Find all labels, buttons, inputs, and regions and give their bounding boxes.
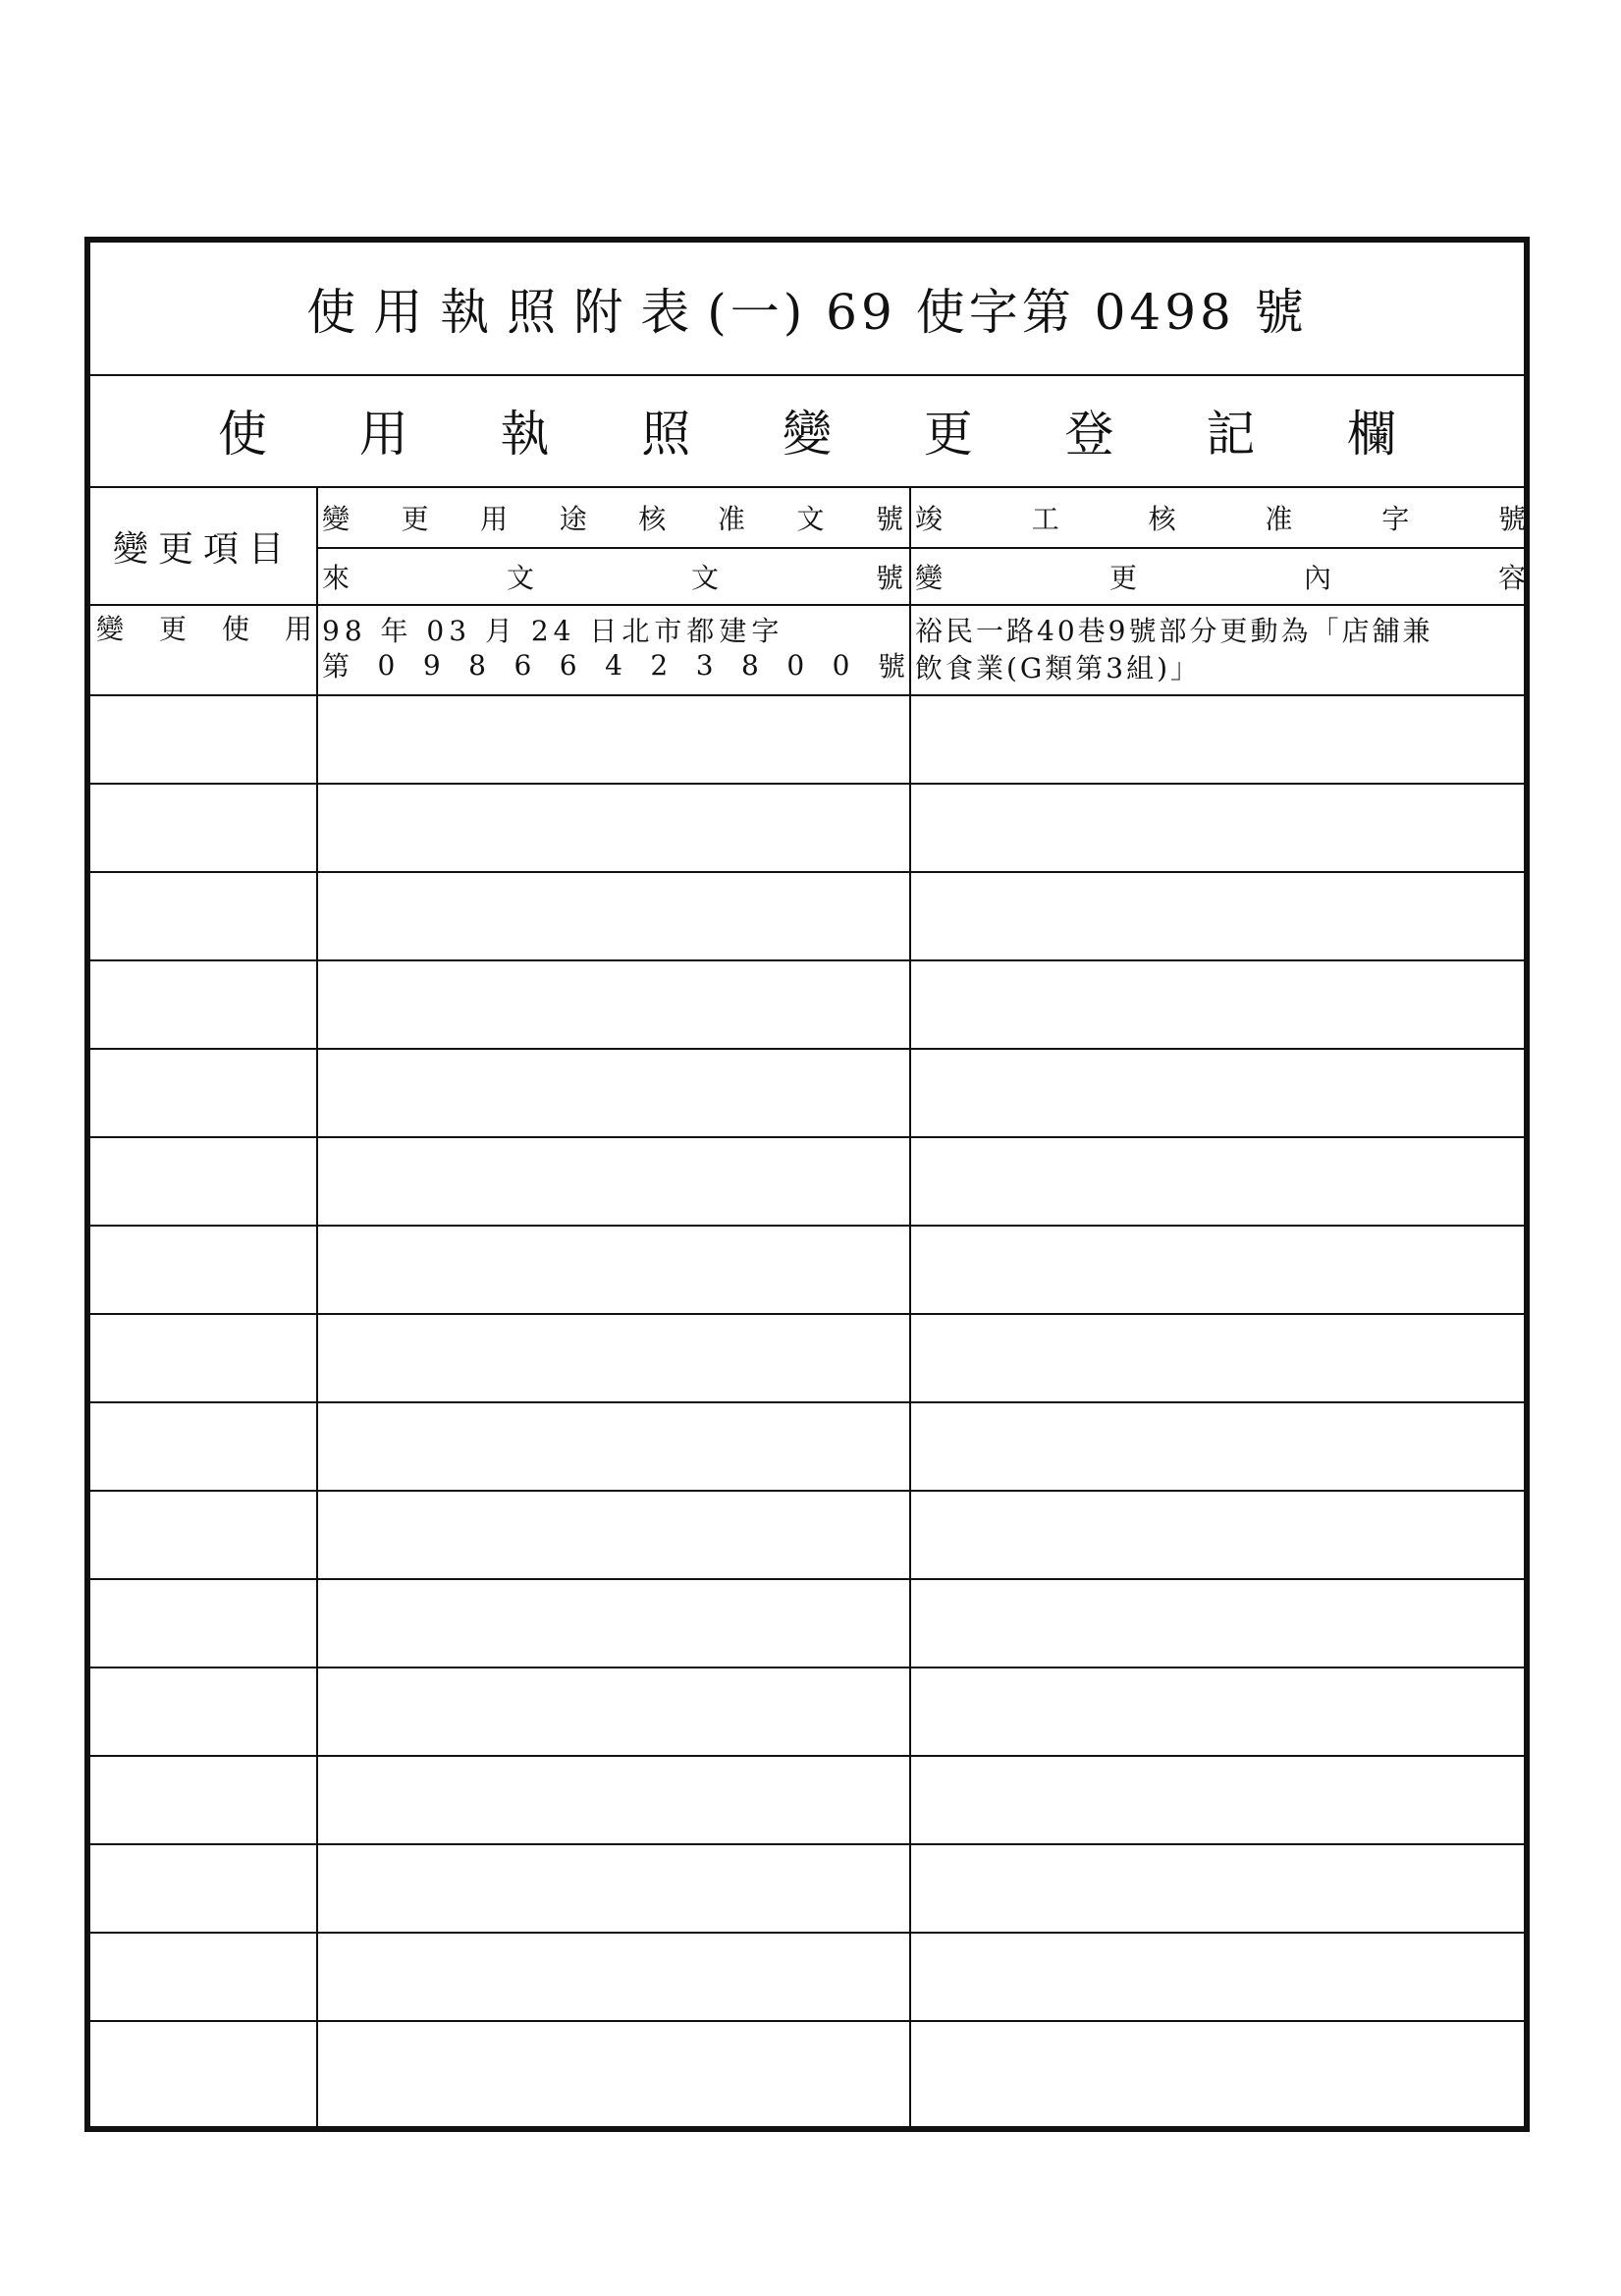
row-divider [90, 1401, 1524, 1403]
header-char: 號 [875, 503, 903, 535]
row-divider [90, 1843, 1524, 1845]
heading-char: 照 [641, 406, 691, 463]
row-divider [90, 2020, 1524, 2022]
entry-content-line1: 裕民一路40巷9號部分更動為「店舖兼 [915, 615, 1433, 647]
heading-char: 欄 [1347, 406, 1396, 463]
entry-char: 4 [605, 648, 622, 682]
column-divider [316, 488, 318, 2126]
heading-char: 用 [358, 406, 408, 463]
header-char: 來 [322, 562, 351, 594]
entry-char: 更 [158, 613, 187, 645]
header-approval-doc-no [322, 488, 903, 547]
entry-char: 8 [468, 648, 486, 682]
row-divider [90, 1136, 1524, 1138]
register-table [90, 488, 1524, 2126]
header-incoming-doc-no [322, 549, 903, 604]
entry-char: 號 [877, 650, 905, 683]
entry-char: 9 [422, 648, 441, 682]
row-divider [90, 1225, 1524, 1227]
row-divider [90, 1755, 1524, 1757]
heading-char: 變 [783, 406, 832, 463]
row-divider [90, 1578, 1524, 1580]
row-divider [90, 871, 1524, 873]
row-divider [90, 1667, 1524, 1668]
row-divider [90, 1048, 1524, 1050]
entry-char: 0 [832, 648, 850, 682]
header-change-content [915, 549, 1526, 604]
heading-char: 更 [923, 406, 973, 463]
header-char: 更 [401, 503, 429, 535]
header-char: 途 [559, 503, 587, 535]
header-char: 核 [638, 503, 667, 535]
header-char: 准 [1265, 503, 1293, 535]
row-divider [90, 1313, 1524, 1315]
entry-char: 0 [377, 648, 396, 682]
entry-char: 2 [650, 648, 669, 682]
entry-char: 用 [284, 613, 312, 645]
header-char: 核 [1148, 503, 1176, 535]
header-char: 變 [322, 503, 351, 535]
header-char: 工 [1031, 503, 1059, 535]
column-divider [909, 488, 911, 2126]
header-char: 文 [506, 562, 534, 594]
header-bottom-divider [90, 604, 1524, 606]
header-char: 用 [480, 503, 509, 535]
header-char: 號 [1497, 503, 1526, 535]
header-char: 竣 [915, 503, 944, 535]
header-char: 更 [1108, 562, 1137, 594]
header-char: 變 [915, 562, 944, 594]
entry-item [96, 608, 312, 647]
header-char: 容 [1497, 562, 1526, 594]
heading-char: 記 [1206, 406, 1256, 463]
row-divider [90, 694, 1524, 696]
heading-char: 執 [500, 406, 550, 463]
entry-char: 6 [513, 648, 532, 682]
form-title-paren: (一) [707, 284, 807, 341]
header-char: 號 [875, 562, 903, 594]
entry-char: 第 [322, 650, 351, 683]
change-register-heading [90, 374, 1524, 488]
heading-char: 登 [1064, 406, 1114, 463]
row-divider [90, 783, 1524, 785]
usage-permit-appendix-form [84, 237, 1530, 2132]
header-char: 文 [690, 562, 719, 594]
entry-char: 0 [786, 648, 805, 682]
entry-char: 3 [695, 648, 714, 682]
entry-char: 8 [741, 648, 759, 682]
entry-char: 使 [221, 613, 249, 645]
form-title-main: 使用執照附表 [306, 284, 708, 341]
header-char: 准 [717, 503, 745, 535]
entry-char: 變 [96, 613, 125, 645]
header-char: 內 [1303, 562, 1331, 594]
header-completion-no [915, 488, 1526, 547]
form-title-number: 69 使字第 0498 號 [826, 284, 1308, 341]
row-divider [90, 1932, 1524, 1934]
entry-char: 6 [559, 648, 577, 682]
entry-doc-line2 [322, 645, 905, 684]
heading-char: 使 [218, 406, 267, 463]
entry-content-line2: 飲食業(G類第3組)」 [915, 652, 1202, 684]
header-char: 字 [1381, 503, 1410, 535]
row-divider [90, 1490, 1524, 1492]
header-change-item: 變更項目 [112, 528, 294, 570]
form-title [90, 243, 1524, 376]
entry-doc-line1: 98 年 03 月 24 日北市都建字 [322, 615, 784, 647]
header-char: 文 [796, 503, 825, 535]
row-divider [90, 959, 1524, 961]
